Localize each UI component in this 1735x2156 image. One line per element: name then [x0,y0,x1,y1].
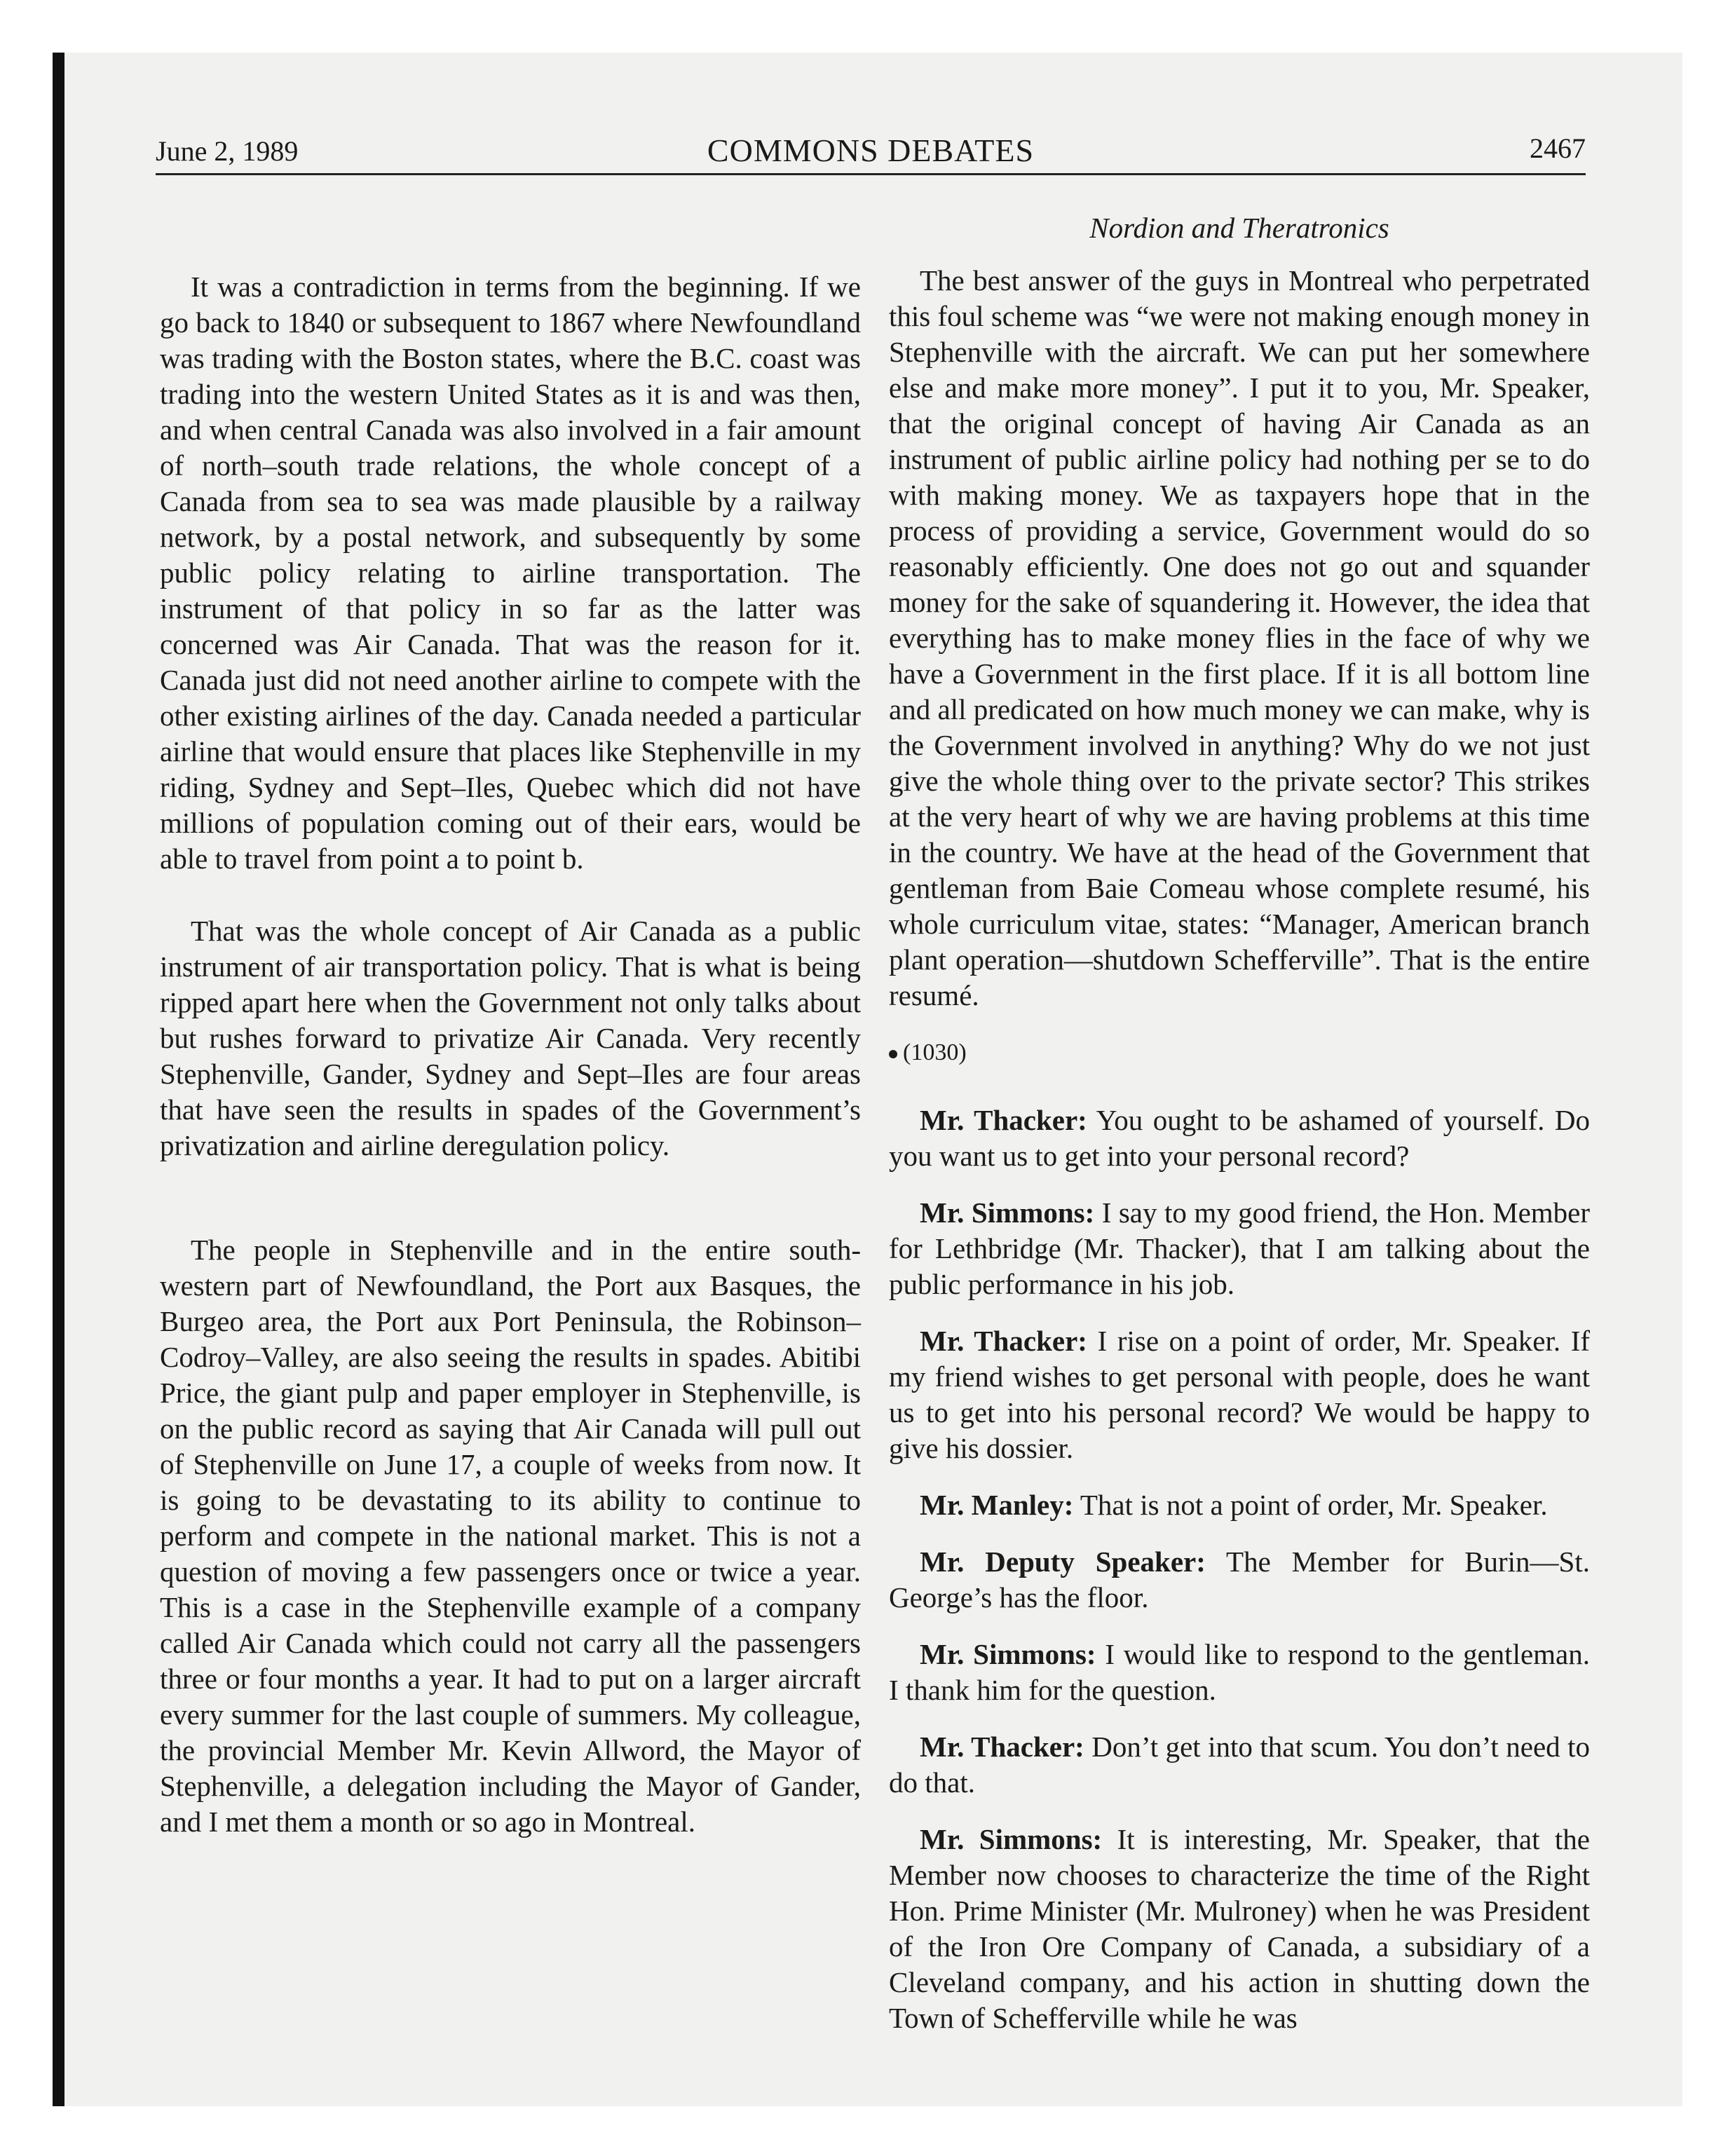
speech-entry [889,1487,1590,1523]
speech-text: That is not a point of order, Mr. Speaker. [1080,1489,1548,1521]
bullet-icon [889,1050,897,1058]
speech-text: I rise on a point of order, Mr. Speaker. If my friend wishes to get personal with people, does he want us to get into his personal record? We would be happy to give his dossier. [889,1325,1591,1464]
right-column [889,210,1590,2036]
speech-entry [889,1637,1590,1708]
speech-entry [889,1544,1590,1616]
paragraph: It was a contradiction in terms from the beginning. If we go back to 1840 or subsequent to 1867 where Newfoundland was trading with the Boston states, where the B.C. coast was trading into the western United States as it is and was then, and when central Canada was also involved in a fair amount of north–south trade relations, the whole concept of a Canada from sea to sea was made plausible by a railway network, by a postal network, and subsequently by some public policy relating to airline transportation. The instrument of that policy in so far as the latter was concerned was Air Canada. That was the reason for it. Canada just did not need another airline to compete with the other existing airlines of the day. Canada needed a particular airline that would ensure that places like Stephenville in my riding, Sydney and Sept–Iles, Quebec which did not have millions of population coming out of their ears, would be able to travel from point a to point b. [160,271,861,875]
speech-entry [889,1195,1590,1302]
speech-entry [889,1323,1590,1466]
header-rule [156,173,1586,175]
header-date: June 2, 1989 [156,135,299,167]
paragraph: The people in Stephenville and in the entire south-western part of Newfoundland, the Port aux Basques, the Burgeo area, the Port aux Port Peninsula, the Robinson–Codroy–Valley, are also seeing the results in spades. Abitibi Price, the giant pulp and paper employer in Stephenville, is on the public record as saying that Air Canada will pull out of Stephenville on June 17, a couple of weeks from now. It is going to be devastating to its ability to continue to perform and compete in the national market. This is not a question of moving a few passengers once or twice a year. This is a case in the Stephenville example of a company called Air Canada which could not carry all the passengers three or four months a year. It had to put on a larger aircraft every summer for the last couple of summers. My colleague, the provincial Member Mr. Kevin Allword, the Mayor of Stephenville, a delegation including the Mayor of Gander, and I met them a month or so ago in Montreal. [160,1234,861,1838]
speech-entry [889,1103,1590,1174]
time-mark-text: (1030) [903,1039,967,1065]
left-column [160,269,861,1840]
page-header [156,125,1586,174]
paragraph: That was the whole concept of Air Canada as a public instrument of air transportation policy. That is what is being ripped apart here when the Government not only talks about but rushes forward to privatize Air Canada. Very recently Stephenville, Gander, Sydney and Sept–Iles are four areas that have seen the results in spades of the Government’s privatization and airline deregulation policy. [160,915,861,1161]
speaker-name: Mr. Thacker: [920,1104,1087,1136]
speech-text: It is interesting, Mr. Speaker, that the Member now chooses to characterize the time of the Right Hon. Prime Minister (Mr. Mulroney) when he was President of the Iron Ore Company of Canada, a subsidiary of a Cleveland company, and his action in shutting down the Town of Schefferville while he was [889,1823,1590,2034]
speech-text: The Member for Burin—St. George’s has the floor. [889,1546,1590,1613]
speech-list [889,1103,1590,2036]
speaker-name: Mr. Manley: [920,1489,1074,1521]
header-title: COMMONS DEBATES [707,132,1035,168]
speaker-name: Mr. Simmons: [920,1823,1103,1855]
speaker-name: Mr. Thacker: [920,1731,1084,1763]
speaker-name: Mr. Thacker: [920,1325,1087,1357]
speaker-name: Mr. Simmons: [920,1196,1095,1229]
speech-text: I say to my good friend, the Hon. Member for Lethbridge (Mr. Thacker), that I am talking about the public performance in his job. [889,1196,1591,1300]
time-mark [889,1035,1590,1070]
speech-entry [889,1729,1590,1801]
scan-binding-edge [53,53,64,2106]
page-number: 2467 [1530,132,1586,164]
speech-entry [889,1822,1590,2036]
speech-text: You ought to be ashamed of yourself. Do you want us to get into your personal record? [889,1104,1590,1172]
paragraph: The best answer of the guys in Montreal who perpetrated this foul scheme was “we were not making enough money in Stephenville with the aircraft. We can put her somewhere else and make more money”. I put it to you, Mr. Speaker, that the original concept of having Air Canada as an instrument of public airline policy had nothing per se to do with making money. We as taxpayers hope that in the process of providing a service, Government would do so reasonably efficiently. One does not go out and squander money for the sake of squandering it. However, the idea that everything has to make money flies in the face of why we have a Government in the first place. If it is all bottom line and all predicated on how much money we can make, why is the Government involved in anything? Why do we not just give the whole thing over to the private sector? This strikes at the very heart of why we are having problems at this time in the country. We have at the head of the Government that gentleman from Baie Comeau whose complete resumé, his whole curriculum vitae, states: “Manager, American branch plant operation—shutdown Schefferville”. That is the entire resumé. [889,264,1590,1011]
speaker-name: Mr. Deputy Speaker: [920,1546,1206,1578]
speech-text: Don’t get into that scum. You don’t need to do that. [889,1731,1590,1799]
section-heading: Nordion and Theratronics [1089,212,1389,244]
speech-text: I would like to respond to the gentleman. I thank him for the question. [889,1638,1591,1706]
speaker-name: Mr. Simmons: [920,1638,1096,1670]
